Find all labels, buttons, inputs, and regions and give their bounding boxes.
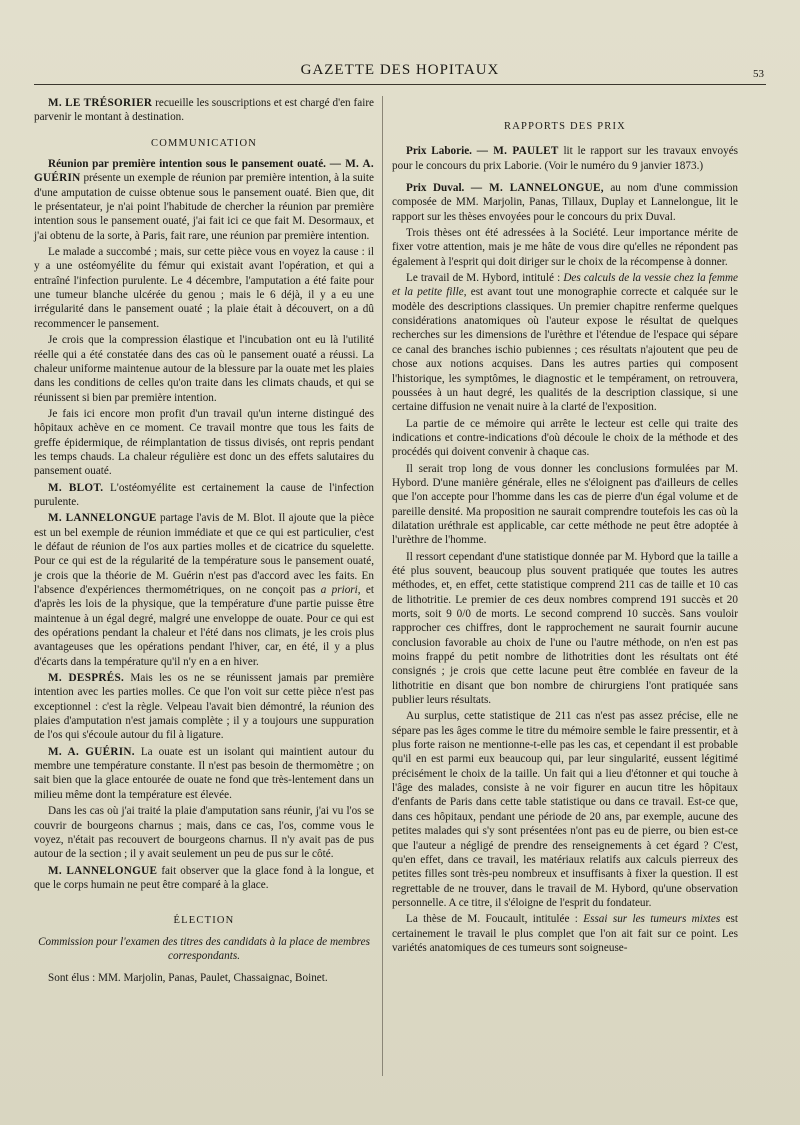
journal-title: GAZETTE DES HOPITAUX — [300, 62, 500, 78]
paragraph: Le travail de M. Hybord, intitulé : Des calculs de la vessie chez la femme et la petite fille, est avant tout une monographie correcte et calquée sur le modèle des descriptions classiques. Un premier chapitre renferme quelques considérations anatomiques où l'auteur expose le résultat de quelques recherches sur les dimensions de l'urèthre et l'étendue de l'espace qui sépare ce canal des branches ischio pubiennes ; ces résultats n'ajoutent que peu de chose aux notions acquises. Dans les autres parties qui composent l'historique, les symptômes, le diagnostic et le tempérament, on retrouvera, poussées à un haut degré, les qualités de la description classique, si une certaine diffusion ne venait nuire à la clarté de l'exposition. — [392, 272, 738, 414]
subheading: Réunion par première intention sous le pansement ouaté. — [48, 158, 326, 171]
elected-members: Sont élus : MM. Marjolin, Panas, Paulet, Chassaignac, Boinet. — [48, 972, 328, 985]
paragraph: Prix Duval. — M. LANNELONGUE, au nom d'une commission composée de MM. Marjolin, Panas, Tillaux, Duplay et Lannelongue, lit le rapport sur les thèses envoyées pour le concours du prix Duval. — [392, 182, 738, 223]
paragraph: Le malade a succombé ; mais, sur cette pièce vous en voyez la cause : il y a une ostéomyélite du fémur qui existait avant l'opération, et qui a entraîné l'infection purulente. Le 4 décembre, l'amputation a été faite pour une tumeur blanche ulcérée du genou ; mais le 6 déjà, il y a eu une irrégularité dans le pansement ouaté ; la plaie était à découvert, on a dû recommencer le pansement. — [34, 246, 374, 330]
paragraph: Au surplus, cette statistique de 211 cas n'est pas assez précise, elle ne sépare pas les âges comme le titre du mémoire semble le faire pressentir, et à plus forte raison ne mentionne-t-elle pas les cas, et cependant il est probable qu'il en est parmi eux beaucoup qui, par leur singularité, eussent légitimé précisément le choix de la taille. Un fait qui a lieu d'étonner et qui touche à l'âge des malades, consiste à ne voir figurer en aucun titre les hôpitaux d'enfants de Paris dans cette table statistique ou dans ce travail. Est-ce que, dans ces hôpitaux, pendant une période de 20 ans, par exemple, aucune des petites malades qui s'y sont présentées n'ont pas eu de pierre, ou bien est-ce que l'auteur a négligé de prendre des renseignements à cet égard ? C'est, qu'en effet, dans ce travail, les matériaux relatifs aux calculs pierreux des petites filles sont très-peu nombreux et insuffisants à fixer la question. Il est regrettable de ne trouver, dans le travail de M. Hybord, qu'une observation personnelle. A ce titre, il s'éloigne de l'esprit du fondateur. — [392, 710, 738, 909]
paragraph: M. BLOT. L'ostéomyélite est certainement la cause de l'infection purulente. — [34, 481, 375, 508]
paragraph: Je crois que la compression élastique et l'incubation ont eu là l'utilité réelle qui a été constatée dans des cas où le pansement ouaté a réussi. La chaleur uniforme maintenue autour de la blessure par la ouate met les plaies dans les conditions de celles qu'on traite dans les climats chauds, et qui se réunissent si bien par première intention. — [34, 334, 374, 404]
paragraph: M. DESPRÉS. Mais les os ne se réunissent jamais par première intention avec les parties molles. Ce que l'on voit sur cette pièce n'est pas exceptionnel : c'est la règle. Velpeau l'avait bien démontré, la réunion des plaies d'amputation n'est jamais complète ; il y a toujours une suppuration de l'os qui s'écoule autour du fil à ligature. — [34, 672, 374, 742]
paragraph: M. LE TRÉSORIER recueille les souscriptions et est chargé d'en faire parvenir le montant à destination. — [34, 97, 375, 124]
paragraph: Dans les cas où j'ai traité la plaie d'amputation sans réunir, j'ai vu l'os se couvrir de bourgeons charnus ; mais, dans ce cas, l'os, comme vous le voyez, n'était pas recouvert de bourgeons charnus. Il n'y avait pas de pus autour de la section ; il y avait seulement un peu de pus sur le côté. — [34, 805, 374, 861]
paragraph: La thèse de M. Foucault, intitulée : Essai sur les tumeurs mixtes est certainement le travail le plus complet que l'on ait fait sur ce point. Les variétés anatomiques de ces tumeurs sont soigneuse- — [392, 913, 739, 954]
paragraph: Je fais ici encore mon profit d'un travail qu'un interne distingué des hôpitaux achève en ce moment. Ce travail montre que tous les faits de greffe épidermique, de réimplantation de tissus divisés, ont repris pendant les temps chauds. La chaleur régulière est donc un des effets salutaires du pansement ouaté. — [34, 407, 374, 478]
paragraph: M. A. GUÉRIN. La ouate est un isolant qui maintient autour du membre une température constante. Il n'est pas besoin de thermomètre ; on sait bien que la glace entourée de ouate ne fond que très-lentement dans un milieu même dont la température est élevée. — [34, 745, 374, 801]
paragraph: Il serait trop long de vous donner les conclusions formulées par M. Hybord. D'une manière générale, elles ne s'éloignent pas d'ailleurs de celles que l'on accepte pour l'homme dans les cas de pierre d'un égal volume et de pareille densité. Ma proposition ne saurait comprendre toutefois les cas où la dilatation uréthrale est applicable, car cette méthode ne peut être adoptée à l'urèthre de l'homme. — [392, 462, 738, 547]
paragraph: La partie de ce mémoire qui arrête le lecteur est celle qui traite des indications et contre-indications d'où découle le choix de la méthode et des procédés qui doivent convenir à chaque cas. — [392, 417, 738, 459]
paragraph: Réunion par première intention sous le pansement ouaté. — M. A. GUÉRIN présente un exemple de réunion par première intention, à la suite d'une amputation de cuisse obtenue sous le pansement ouaté. Bien que, dit le présentateur, je n'ai point l'habitude de chercher la réunion par première intention sous le pansement ouaté, j'ai fait ici ce que fait M. Desormaux, et j'ai obtenu de la sorte, à Paris, fait rare, une réunion par première intention. — [34, 158, 375, 242]
paragraph: M. LANNELONGUE fait observer que la glace fond à la longue, et que le corps humain ne peut être comparé à la glace. — [34, 864, 374, 891]
column-divider — [382, 96, 383, 1076]
page-number: 53 — [753, 68, 764, 80]
paragraph: M. LANNELONGUE partage l'avis de M. Blot. Il ajoute que la pièce est un bel exemple de réunion immédiate et que ce qui est particulier, c'est le défaut de réunion de l'os aux parties molles et de cicatrice du squelette. Pour ce qui est de la régularité de la température sous le pansement ouaté, je crois que la théorie de M. Guérin n'est pas d'accord avec les faits. En l'absence d'expériences thermométriques, on ne conçoit pas a priori, et d'après les lois de la physique, que la température d'une partie puisse être maintenue à un égal degré, malgré une enveloppe de ouate. Pour ce qui est des opérations pendant la chaleur et l'été dans nos climats, je les crois plus avantageuses que les opérations pendant l'hiver, car, en été, il y a plus d'écarts dans la température qu'il n'y en a en hiver. — [34, 512, 375, 668]
section-heading-election: ÉLECTION — [173, 915, 235, 927]
section-heading-communication: COMMUNICATION — [150, 137, 258, 149]
left-column — [34, 96, 374, 986]
right-column — [392, 96, 738, 955]
page-header — [34, 56, 766, 86]
paragraph: Prix Laborie. — M. PAULET lit le rapport sur les travaux envoyés pour le concours du prix Laborie. (Voir le numéro du 9 janvier 1873.) — [392, 145, 739, 172]
paragraph: Il ressort cependant d'une statistique donnée par M. Hybord que la taille a été plus souvent, beaucoup plus souvent pratiquée que toutes les autres méthodes, et, en effet, cette statistique comprend 211 cas de taille et 10 cas de lithotritie. Le premier de ces deux nombres comprend 191 succès et 20 morts, soit 9 0/0 de morts. Le second comprend 10 succès. Sans vouloir rapprocher ces chiffres, dont le rapprochement ne saurait fournir aucune conclusion favorable au choix de l'une ou l'autre méthode, on n'en est pas moins frappé du petit nombre de lithotrities dont les résultats ont été consignés ; je crois que cette lacune peut être comblée en faveur de la lithotritie en disant que bon nombre de chirurgiens l'ont pratiquée sans publier leurs résultats. — [392, 550, 738, 707]
paragraph: Trois thèses ont été adressées à la Société. Leur importance mérite de fixer votre attention, mais je me hâte de vous dire qu'elles ne répondent pas également à l'esprit qui doit diriger sur le choix de la récompense à donner. — [392, 227, 738, 268]
commission-line: Commission pour l'examen des titres des candidats à la place de membres correspondants. — [38, 935, 370, 962]
header-rule — [34, 84, 766, 85]
section-heading-rapports: RAPPORTS DES PRIX — [504, 121, 626, 132]
